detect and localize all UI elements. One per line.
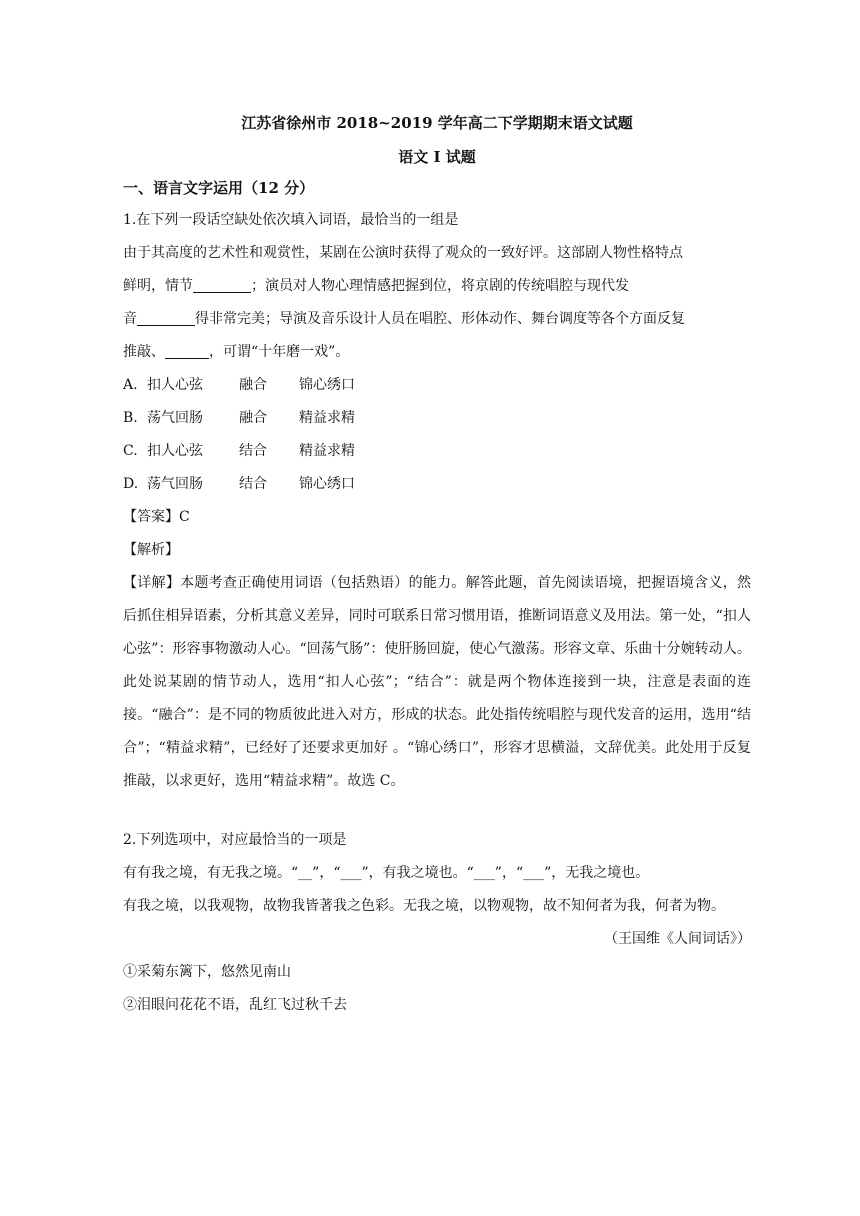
option-label: A.	[123, 377, 138, 393]
option-word: 扣人心弦	[147, 443, 203, 459]
passage-line: 由于其高度的艺术性和观赏性，某剧在公演时获得了观众的一致好评。这部剧人物性格特点	[123, 245, 683, 261]
analysis-label: 【解析】	[123, 542, 179, 558]
question-1-stem: 1.在下列一段话空缺处依次填入词语，最恰当的一组是	[123, 212, 459, 228]
passage-text: 鲜明，情节	[123, 278, 193, 294]
document-content	[123, 108, 751, 1022]
question-2-item: ①采菊东篱下，悠然见南山	[123, 964, 291, 980]
detail-explanation: 【详解】本题考查正确使用词语（包括熟语）的能力。解答此题，首先阅读语境，把握语境含义，然后抓住相异语素，分析其意义差异，同时可联系日常习惯用语，推断词语意义及用法。第一处，“扣人心弦”：形容事物激动人心。“回荡气肠”：使肝肠回旋，使心气激荡。形容文章、乐曲十分婉转动人。此处说某剧的情节动人，选用“扣人心弦”；“结合”：就是两个物体连接到一块，注意是表面的连接。“融合”：是不同的物质彼此进入对方，形成的状态。此处指传统唱腔与现代发音的运用，选用“结合”；“精益求精”，已经好了还要求更加好 。“锦心绣口”，形容才思横溢，文辞优美。此处用于反复推敲，以求更好，选用“精益求精”。故选 C。	[123, 575, 751, 789]
question-2-quote-line: 有有我之境，有无我之境。“__”，“___”，有我之境也。“___”，“___”，无我之境也。	[123, 865, 650, 881]
question-1-options	[123, 369, 751, 501]
question-2-stem: 2.下列选项中，对应最恰当的一项是	[123, 832, 347, 848]
option-word: 扣人心弦	[147, 377, 203, 393]
option-word: 荡气回肠	[147, 410, 203, 426]
option-a	[123, 369, 751, 402]
passage-line	[123, 270, 751, 303]
option-word: 融合	[239, 410, 267, 426]
passage-text: 得非常完美；导演及音乐设计人员在唱腔、形体动作、舞台调度等各个方面反复	[195, 311, 685, 327]
option-label: B.	[123, 410, 138, 426]
page-title: 江苏省徐州市 2018~2019 学年高二下学期期末语文试题	[241, 114, 633, 132]
passage-text: 推敲、	[123, 344, 165, 360]
option-word: 锦心绣口	[299, 377, 355, 393]
fill-blank-1	[193, 276, 251, 293]
question-2-item: ②泪眼问花花不语，乱红飞过秋千去	[123, 997, 347, 1013]
option-label: D.	[123, 476, 139, 492]
passage-text: ；演员对人物心理情感把握到位，将京剧的传统唱腔与现代发	[251, 278, 629, 294]
option-word: 结合	[239, 443, 267, 459]
passage-text: ，可谓“十年磨一戏”。	[209, 344, 350, 360]
option-b	[123, 402, 751, 435]
answer-label: 【答案】C	[123, 509, 190, 525]
option-word: 精益求精	[299, 410, 355, 426]
option-d	[123, 468, 751, 501]
page-subtitle: 语文 Ⅰ 试题	[398, 148, 476, 166]
fill-blank-3	[165, 342, 209, 359]
question-2	[123, 824, 751, 1022]
fill-blank-2	[137, 309, 195, 326]
passage-line	[123, 336, 751, 369]
section-heading: 一、语言文字运用（12 分）	[123, 179, 315, 197]
option-word: 融合	[239, 377, 267, 393]
passage-line	[123, 303, 751, 336]
passage-text: 音	[123, 311, 137, 327]
option-c	[123, 435, 751, 468]
question-1-passage	[123, 237, 751, 369]
question-2-quote-line: 有我之境，以我观物，故物我皆著我之色彩。无我之境，以物观物，故不知何者为我，何者为物。	[123, 898, 725, 914]
option-label: C.	[123, 443, 138, 459]
option-word: 荡气回肠	[147, 476, 203, 492]
option-word: 结合	[239, 476, 267, 492]
option-word: 锦心绣口	[299, 476, 355, 492]
option-word: 精益求精	[299, 443, 355, 459]
quote-source: （王国维《人间词话》）	[604, 931, 751, 947]
